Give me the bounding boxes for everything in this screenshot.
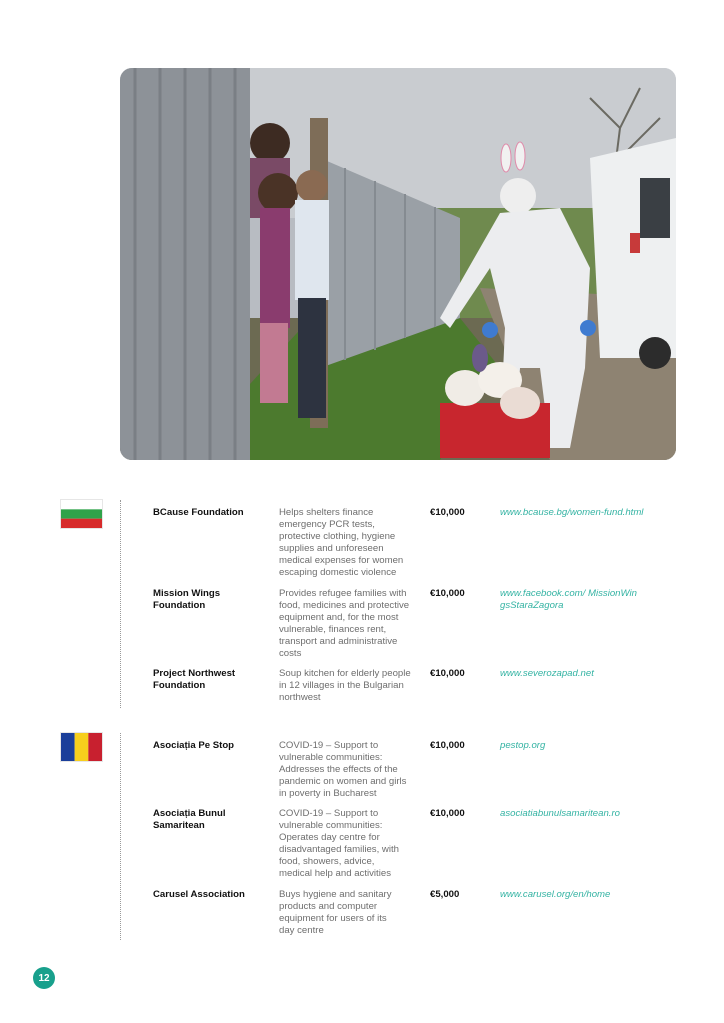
section-divider: [120, 733, 121, 940]
grant-amount: €10,000: [430, 507, 465, 518]
org-link[interactable]: www.carusel.org/en/home: [500, 889, 611, 900]
org-description: Soup kitchen for elderly people in 12 villages in the Bulgarian northwest: [279, 668, 411, 704]
section-divider: [120, 500, 121, 708]
org-name: Carusel Association: [153, 889, 245, 900]
org-description: COVID-19 – Support to vulnerable communities: Addresses the effects of the pandemic on women and girls in poverty in Bucharest: [279, 740, 407, 800]
org-description: Buys hygiene and sanitary products and computer equipment for users of its day centre: [279, 889, 392, 937]
grant-amount: €10,000: [430, 740, 465, 751]
org-link[interactable]: asociatiabunulsamaritean.ro: [500, 808, 620, 819]
org-link[interactable]: pestop.org: [500, 740, 546, 751]
org-link[interactable]: www.bcause.bg/women-fund.html: [500, 507, 644, 518]
org-description: COVID-19 – Support to vulnerable communities: Operates day centre for disadvantaged families, with food, showers, advice, medical help and activities: [279, 808, 399, 880]
romania-flag-icon: [61, 733, 102, 761]
org-name: Asociația Pe Stop: [153, 740, 235, 751]
org-description: Helps shelters finance emergency PCR tests, protective clothing, hygiene supplies and unforeseen medical expenses for women escaping domestic violence: [279, 507, 404, 579]
org-link[interactable]: www.facebook.com/ MissionWingsStaraZagora: [500, 588, 637, 612]
grant-amount: €10,000: [430, 808, 465, 819]
grant-amount: €10,000: [430, 588, 465, 599]
org-link[interactable]: www.severozapad.net: [500, 668, 594, 679]
org-name: Asociația Bunul Samaritean: [153, 808, 226, 832]
org-name: Mission Wings Foundation: [153, 588, 221, 612]
grant-amount: €10,000: [430, 668, 465, 679]
hero-photo: [120, 68, 676, 460]
grant-amount: €5,000: [430, 889, 460, 900]
org-name: Project Northwest Foundation: [153, 668, 236, 692]
page-number-badge: 12: [33, 967, 55, 989]
org-description: Provides refugee families with food, medicines and protective equipment and, for the most vulnerable, finances rent, transport and administrative costs: [279, 588, 410, 660]
org-name: BCause Foundation: [153, 507, 244, 518]
bulgaria-flag-icon: [61, 500, 102, 528]
